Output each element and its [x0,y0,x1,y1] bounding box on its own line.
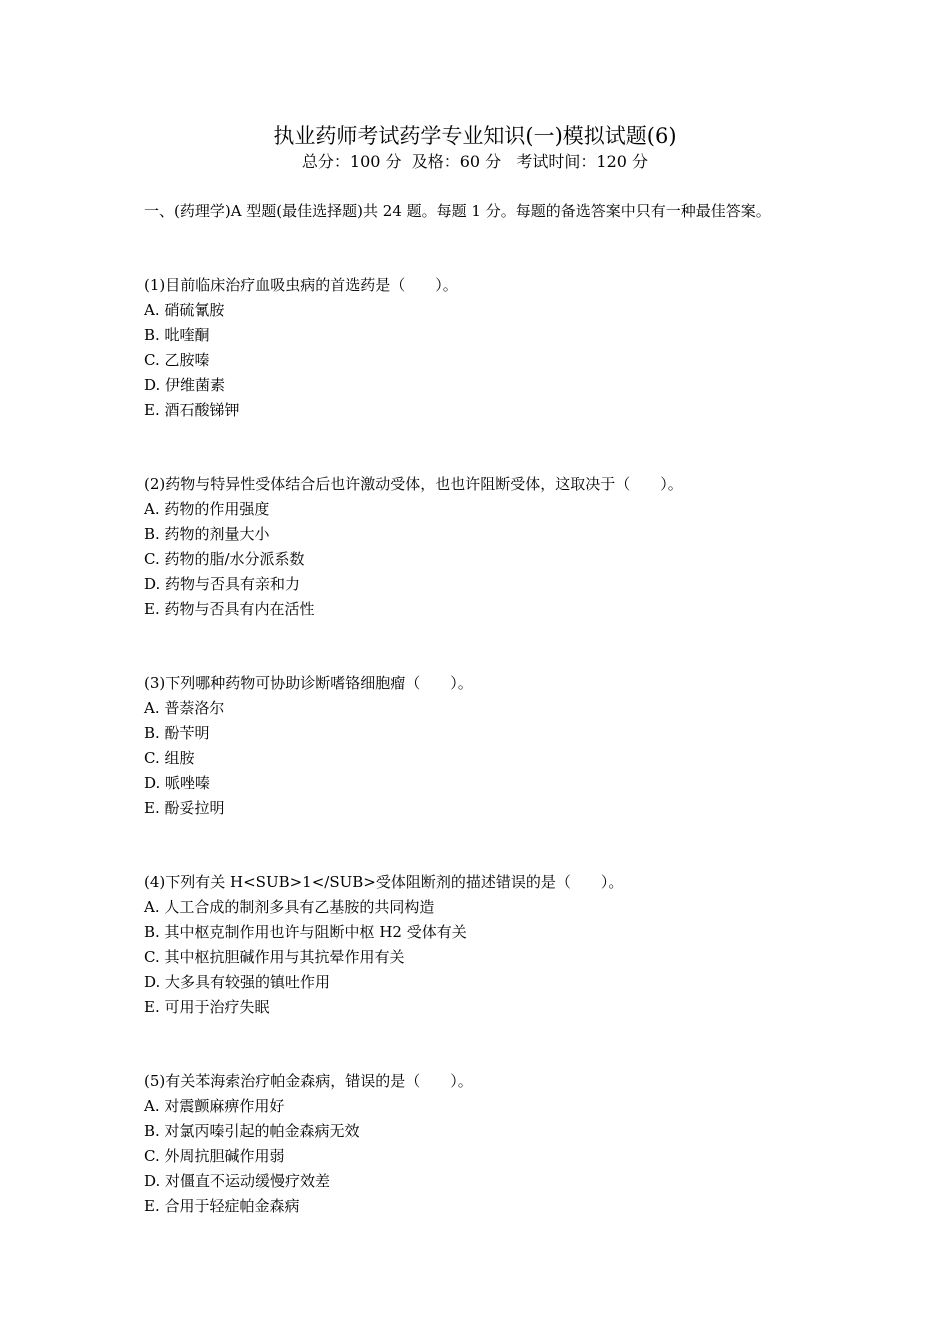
option-b: B. 其中枢克制作用也许与阻断中枢 H2 受体有关 [144,923,467,941]
option-c: C. 乙胺嗪 [144,351,210,369]
document-title: 执业药师考试药学专业知识(一)模拟试题(6) [273,124,677,148]
option-d: D. 大多具有较强的镇吐作用 [144,973,331,991]
option-e: E. 酒石酸锑钾 [144,401,240,419]
option-a: A. 硝硫氰胺 [144,301,225,319]
question-stem: (4)下列有关 H<SUB>1</SUB>受体阻断剂的描述错误的是（ ）。 [144,873,624,891]
option-b: B. 药物的剂量大小 [144,525,270,543]
question-stem: (3)下列哪种药物可协助诊断嗜铬细胞瘤（ ）。 [144,674,473,692]
question-3 [144,671,824,821]
question-stem: (1)目前临床治疗血吸虫病的首选药是（ ）。 [144,276,458,294]
option-c: C. 组胺 [144,749,195,767]
question-5 [144,1069,824,1219]
option-b: B. 对氯丙嗪引起的帕金森病无效 [144,1122,360,1140]
option-c: C. 外周抗胆碱作用弱 [144,1147,285,1165]
option-c: C. 药物的脂/水分派系数 [144,550,305,568]
question-2 [144,472,824,622]
document-subtitle: 总分：100 分 及格：60 分 考试时间：120 分 [301,152,649,171]
option-d: D. 药物与否具有亲和力 [144,575,301,593]
option-e: E. 合用于轻症帕金森病 [144,1197,300,1215]
option-e: E. 可用于治疗失眠 [144,998,270,1016]
option-c: C. 其中枢抗胆碱作用与其抗晕作用有关 [144,948,405,966]
question-stem: (2)药物与特异性受体结合后也许激动受体，也也许阻断受体，这取决于（ ）。 [144,475,683,493]
section-heading: 一、(药理学)A 型题(最佳选择题)共 24 题。每题 1 分。每题的备选答案中只有一种最佳答案。 [144,202,771,220]
question-4 [144,870,824,1020]
option-b: B. 吡喹酮 [144,326,210,344]
question-1 [144,273,824,423]
option-e: E. 酚妥拉明 [144,799,225,817]
option-e: E. 药物与否具有内在活性 [144,600,315,618]
option-a: A. 普萘洛尔 [144,699,225,717]
option-d: D. 哌唑嗪 [144,774,211,792]
option-d: D. 伊维菌素 [144,376,226,394]
option-a: A. 人工合成的制剂多具有乙基胺的共同构造 [144,898,435,916]
question-stem: (5)有关苯海索治疗帕金森病，错误的是（ ）。 [144,1072,473,1090]
option-d: D. 对僵直不运动缓慢疗效差 [144,1172,331,1190]
option-a: A. 对震颤麻痹作用好 [144,1097,285,1115]
option-b: B. 酚苄明 [144,724,210,742]
option-a: A. 药物的作用强度 [144,500,270,518]
